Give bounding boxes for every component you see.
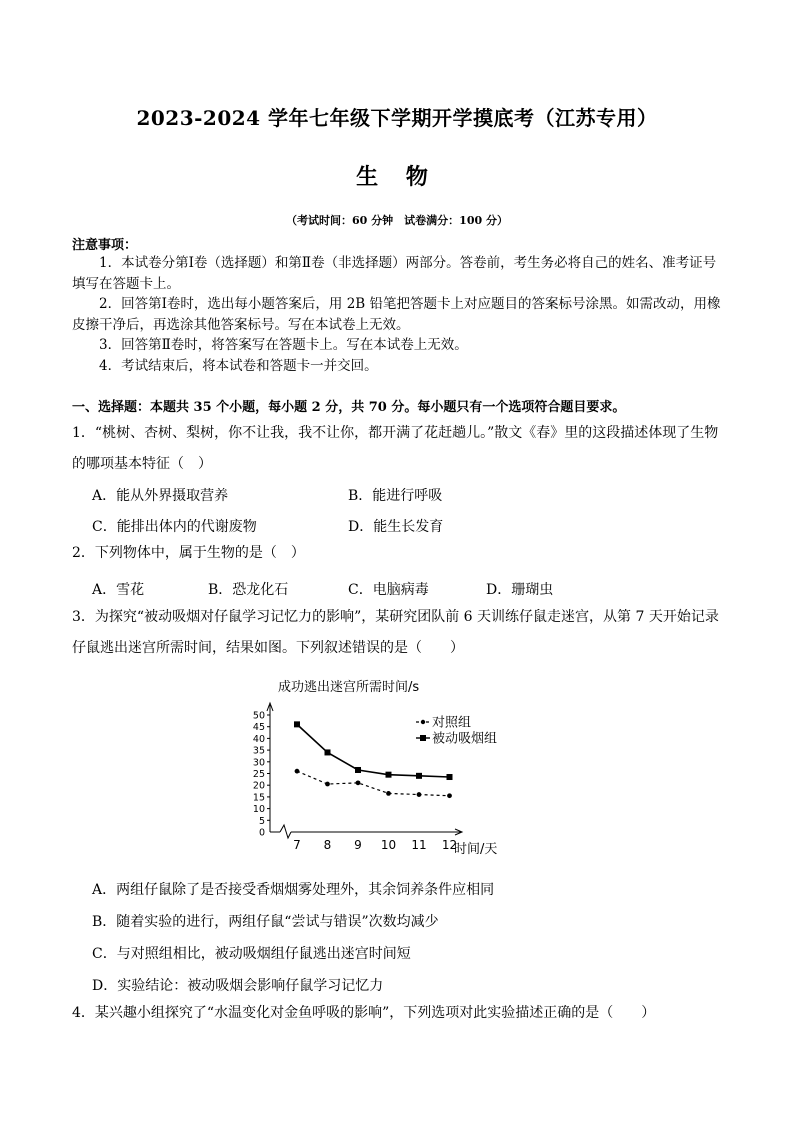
data-point	[355, 767, 361, 773]
notice-item: 4．考试结束后，将本试卷和答题卡一并交回。	[99, 357, 378, 374]
legend-marker-smoking	[420, 735, 426, 741]
question-3-option-b[interactable]: B．随着实验的进行，两组仔鼠“尝试与错误”次数均减少	[92, 914, 439, 930]
x-tick-label: 7	[293, 838, 301, 852]
y-tick-label: 50	[252, 710, 265, 722]
question-2-option-c[interactable]: C．电脑病毒	[348, 582, 429, 598]
series-line-control	[297, 771, 450, 796]
chart-x-label: 时间/天	[454, 842, 498, 857]
notice-heading: 注意事项：	[72, 238, 138, 253]
chart-title: 成功逃出迷宫所需时间/s	[278, 680, 420, 695]
x-axis-break	[280, 825, 291, 838]
x-tick-label: 9	[354, 838, 362, 852]
data-point	[325, 749, 331, 755]
chart-series	[294, 721, 453, 798]
data-point	[295, 769, 300, 774]
x-tick-label: 10	[380, 838, 397, 852]
legend-label-smoking: 被动吸烟组	[432, 731, 498, 747]
x-tick-label: 11	[411, 838, 427, 852]
exam-info: （考试时间：60 分钟 试卷满分：100 分）	[286, 214, 508, 227]
data-point	[447, 774, 453, 780]
question-1-option-c[interactable]: C．能排出体内的代谢废物	[92, 519, 257, 535]
question-3-option-a[interactable]: A．两组仔鼠除了是否接受香烟烟雾处理外，其余饲养条件应相同	[92, 882, 495, 898]
data-point	[447, 793, 452, 798]
x-tick-label: 12	[441, 838, 458, 852]
y-tick-label: 45	[252, 722, 265, 734]
data-point	[356, 780, 361, 785]
exam-title: 2023-2024 学年七年级下学期开学摸底考（江苏专用）	[136, 106, 658, 130]
legend-label-control: 对照组	[432, 715, 472, 731]
question-2-option-b[interactable]: B．恐龙化石	[208, 582, 289, 598]
chart-x-ticks	[293, 838, 457, 852]
x-tick-label: 8	[323, 838, 332, 852]
question-1-option-b[interactable]: B．能进行呼吸	[348, 488, 443, 504]
notice-item: 2．回答第Ⅰ卷时，选出每小题答案后，用 2B 铅笔把答题卡上对应题目的答案标号涂黑。如需改动，用橡皮擦干净后，再选涂其他答案标号。写在本试卷上无效。	[72, 296, 721, 333]
y-tick-label: 5	[258, 815, 265, 827]
notice-list	[72, 253, 724, 376]
chart-legend	[416, 715, 497, 747]
question-2-option-a[interactable]: A．雪花	[92, 582, 145, 598]
data-point	[416, 773, 422, 779]
legend-marker-control	[421, 720, 425, 724]
question-1-option-a[interactable]: A．能从外界摄取营养	[92, 488, 229, 504]
subject-title: 生 物	[356, 164, 438, 190]
y-tick-label: 15	[252, 792, 265, 804]
chart-y-ticks	[253, 711, 270, 839]
question-1-stem: 1．“桃树、杏树、梨树，你不让我，我不让你，都开满了花赶趟儿。”散文《春》里的这段描述体现了生物的哪项基本特征（ ）	[72, 425, 719, 472]
question-2-stem: 2．下列物体中，属于生物的是（ ）	[72, 545, 305, 561]
notice-item: 1．本试卷分第Ⅰ卷（选择题）和第Ⅱ卷（非选择题）两部分。答卷前，考生务必将自己的姓名、准考证号填写在答题卡上。	[72, 255, 717, 292]
y-tick-label: 20	[252, 780, 265, 792]
section-heading: 一、选择题：本题共 35 个小题，每小题 2 分，共 70 分。每小题只有一个选项符合题目要求。	[72, 400, 626, 415]
question-1-option-d[interactable]: D．能生长发育	[348, 519, 444, 535]
question-4-stem: 4．某兴趣小组探究了“水温变化对金鱼呼吸的影响”，下列选项对此实验描述正确的是（ ）	[72, 1005, 656, 1021]
data-point	[294, 721, 300, 727]
y-tick-label: 35	[252, 745, 265, 757]
notice-item: 3．回答第Ⅱ卷时，将答案写在答题卡上。写在本试卷上无效。	[99, 337, 468, 353]
question-2-option-d[interactable]: D．珊瑚虫	[486, 582, 554, 598]
y-tick-label: 0	[258, 827, 265, 839]
data-point	[325, 782, 330, 787]
question-3-option-c[interactable]: C．与对照组相比，被动吸烟组仔鼠逃出迷宫时间短	[92, 946, 411, 962]
question-3-stem: 3．为探究“被动吸烟对仔鼠学习记忆力的影响”，某研究团队前 6 天训练仔鼠走迷宫，从第 7 天开始记录仔鼠逃出迷宫所需时间，结果如图。下列叙述错误的是（ ）	[72, 609, 719, 656]
series-line-smoking	[297, 724, 450, 777]
y-tick-label: 25	[252, 769, 265, 780]
y-tick-label: 30	[252, 757, 265, 769]
question-3-option-d[interactable]: D．实验结论：被动吸烟会影响仔鼠学习记忆力	[92, 978, 384, 994]
y-tick-label: 10	[252, 804, 265, 816]
maze-time-chart	[240, 670, 540, 860]
data-point	[417, 792, 422, 797]
data-point	[386, 772, 392, 778]
y-tick-label: 40	[252, 733, 265, 745]
data-point	[386, 791, 391, 796]
